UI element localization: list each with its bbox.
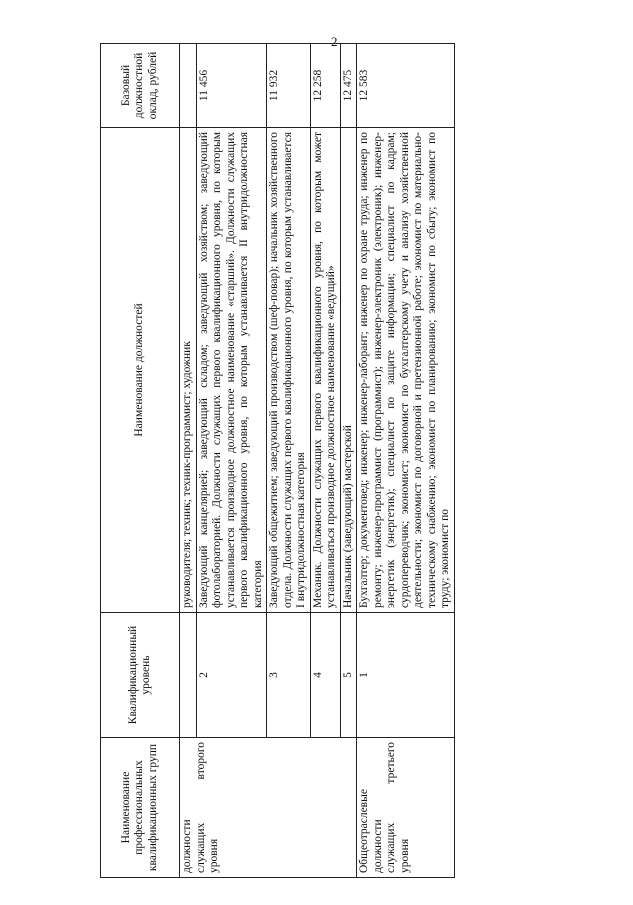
group-b-line3: уровня xyxy=(398,838,411,873)
header-salary: Базовый должностной оклад, рублей xyxy=(101,44,180,128)
level-cell: 1 xyxy=(357,613,455,738)
group-a-line2-word2: второго xyxy=(194,742,207,780)
header-names: Наименование должностей xyxy=(101,128,180,613)
group-a-line2 xyxy=(195,742,209,873)
table-header-row xyxy=(101,44,180,878)
names-cell: руководителя; техник; техник-программист; художник xyxy=(180,128,197,613)
names-cell: Заведующий общежитием; заведующий производством (шеф-повар); начальник хозяйственного отдела. Должности служащих первого квалификационного уровня, по которым устанавливается I внутридолжностная категория xyxy=(267,128,311,613)
group-b-line1: Общеотраслевые должности xyxy=(358,789,384,873)
group-a-line1: должности xyxy=(181,819,193,873)
names-cell: Заведующий канцелярией; заведующий складом; заведующий хозяйством; заведующий фотолабораторией. Должности служащих первого квалификационного уровня, по которым устанавливается производное должностное наименование «старший». Должности служащих первого квалификационного уровня, по которым устанавливается II внутридолжностная категория xyxy=(196,128,267,613)
page-number: 2 xyxy=(331,34,338,49)
salary-cell: 12 475 xyxy=(340,44,357,128)
level-cell: 5 xyxy=(340,613,357,738)
table-row xyxy=(180,44,197,878)
group-cell-third-level xyxy=(357,738,455,878)
header-level: Квалификационный уровень xyxy=(101,613,180,738)
group-b-line2-word2: третьего xyxy=(385,742,397,784)
salary-cell: 12 258 xyxy=(310,44,340,128)
salary-cell: 12 583 xyxy=(357,44,455,128)
group-b-line2 xyxy=(385,742,399,873)
group-b-line2-word1: служащих xyxy=(385,822,397,873)
salary-cell: 11 932 xyxy=(267,44,311,128)
salary-cell xyxy=(180,44,197,128)
group-a-line3: уровня xyxy=(208,838,220,873)
names-cell: Бухгалтер; документовед; инженер; инженер-лаборант; инженер по охране труда; инженер по ремонту; инженер-программист (программист); инженер-электроник (электроник); инженер-энергетик (энергетик); специалист по защите информации; специалист по кадрам; сурдопереводчик; экономист; экономист по бухгалтерскому учету и анализу хозяйственной деятельности; экономист по договорной и претензионной работе; экономист по материально-техническому снабжению; экономист по планированию; экономист по сбыту; экономист по труду; экономист по xyxy=(357,128,455,613)
names-cell: Начальник (заведующий) мастерской xyxy=(340,128,357,613)
group-a-line2-word1: служащих xyxy=(194,822,207,873)
table-row xyxy=(357,44,455,878)
header-group: Наименование профессиональных квалификационных групп xyxy=(101,738,180,878)
names-cell: Механик. Должности служащих первого квалификационного уровня, по которым может устанавливаться производное должностное наименование «ведущий» xyxy=(310,128,340,613)
salary-table xyxy=(100,43,455,878)
level-cell xyxy=(180,613,197,738)
level-cell: 4 xyxy=(310,613,340,738)
group-cell-second-level xyxy=(180,738,357,878)
level-cell: 3 xyxy=(267,613,311,738)
salary-cell: 11 456 xyxy=(196,44,267,128)
level-cell: 2 xyxy=(196,613,267,738)
rotated-table-wrapper xyxy=(100,44,520,878)
